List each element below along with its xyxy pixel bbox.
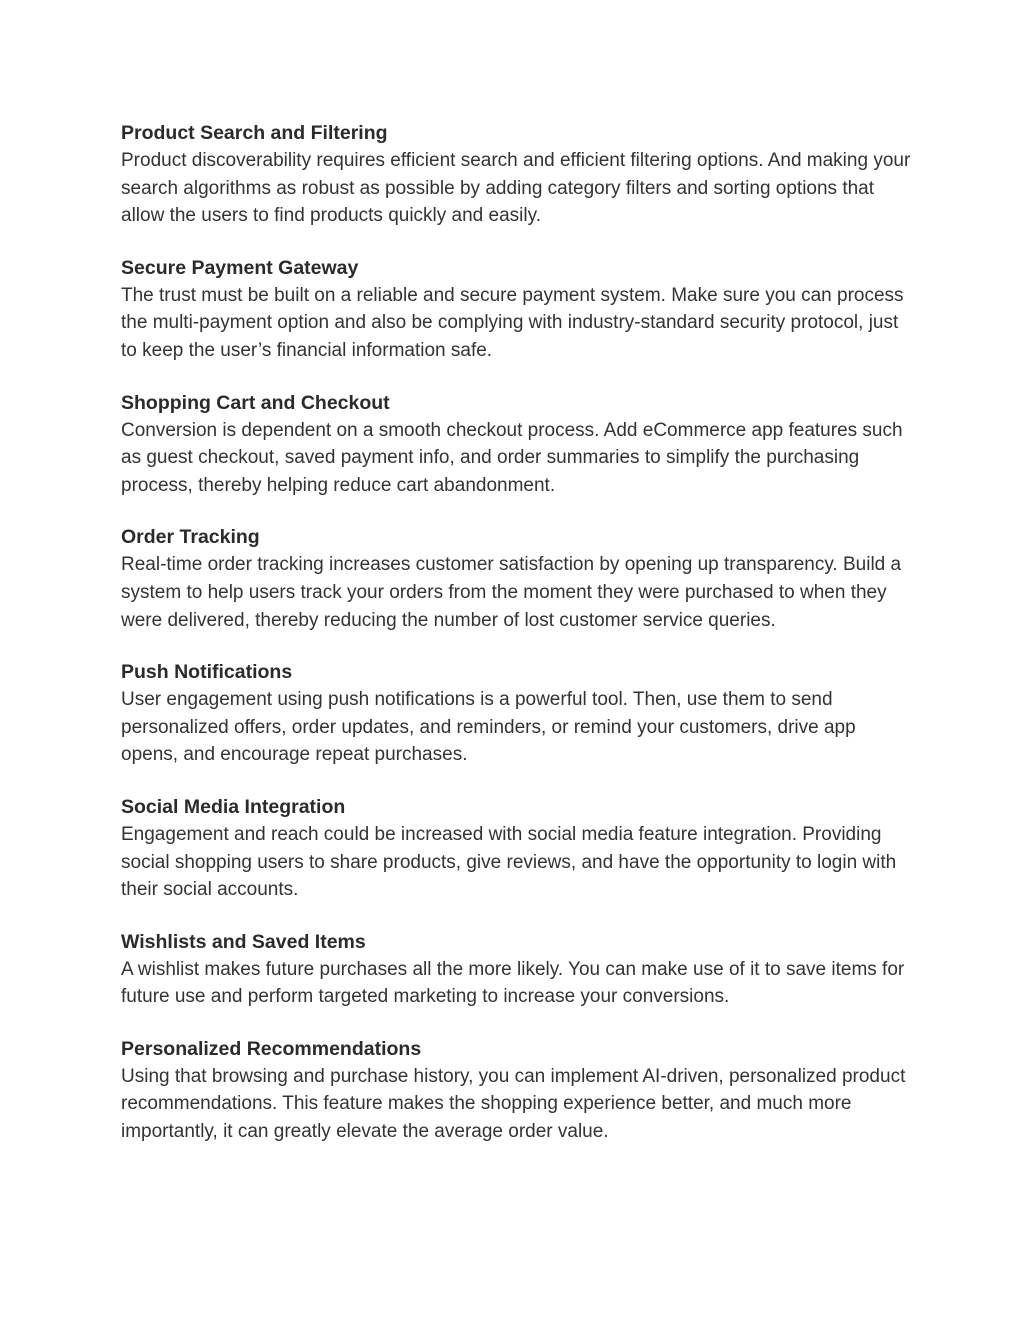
section-social-media	[121, 793, 911, 904]
section-body: A wishlist makes future purchases all the more likely. You can make use of it to save items for future use and perform targeted marketing to increase your conversions.	[121, 958, 905, 1008]
section-heading: Wishlists and Saved Items	[121, 930, 366, 953]
section-body: The trust must be built on a reliable and secure payment system. Make sure you can process the multi-payment option and also be complying with industry-standard security protocol, just to keep the user’s financial information safe.	[121, 284, 904, 361]
section-secure-payment	[121, 254, 911, 365]
section-order-tracking	[121, 523, 911, 634]
section-recommendations	[121, 1035, 911, 1146]
section-heading: Shopping Cart and Checkout	[121, 391, 390, 414]
section-heading: Secure Payment Gateway	[121, 256, 359, 279]
section-body: Conversion is dependent on a smooth checkout process. Add eCommerce app features such as guest checkout, saved payment info, and order summaries to simplify the purchasing process, thereby helping reduce cart abandonment.	[121, 419, 903, 496]
section-heading: Product Search and Filtering	[121, 122, 388, 144]
section-body: Using that browsing and purchase history, you can implement AI-driven, personalized product recommendations. This feature makes the shopping experience better, and much more importantly, it can greatly elevate the average order value.	[121, 1065, 906, 1143]
section-heading: Personalized Recommendations	[121, 1037, 422, 1060]
section-heading: Social Media Integration	[121, 795, 346, 818]
section-wishlists	[121, 928, 911, 1011]
section-body: Engagement and reach could be increased with social media feature integration. Providing social shopping users to share products, give reviews, and have the opportunity to login with their social accounts.	[121, 823, 897, 901]
section-push-notifications	[121, 658, 911, 769]
section-shopping-cart	[121, 389, 911, 500]
section-heading: Push Notifications	[121, 661, 293, 684]
section-body: Real-time order tracking increases customer satisfaction by opening up transparency. Build a system to help users track your orders from the moment they were purchased to when they were delivered, thereby reducing the number of lost customer service queries.	[121, 554, 902, 631]
section-product-search	[121, 119, 911, 230]
section-body: Product discoverability requires efficient search and efficient filtering options. And making your search algorithms as robust as possible by adding category filters and sorting options that allow the users to find products quickly and easily.	[121, 150, 911, 227]
section-heading: Order Tracking	[121, 526, 260, 549]
document-page	[121, 119, 911, 1170]
section-body: User engagement using push notifications is a powerful tool. Then, use them to send personalized offers, order updates, and reminders, or remind your customers, drive app opens, and encourage repeat purchases.	[121, 689, 856, 766]
